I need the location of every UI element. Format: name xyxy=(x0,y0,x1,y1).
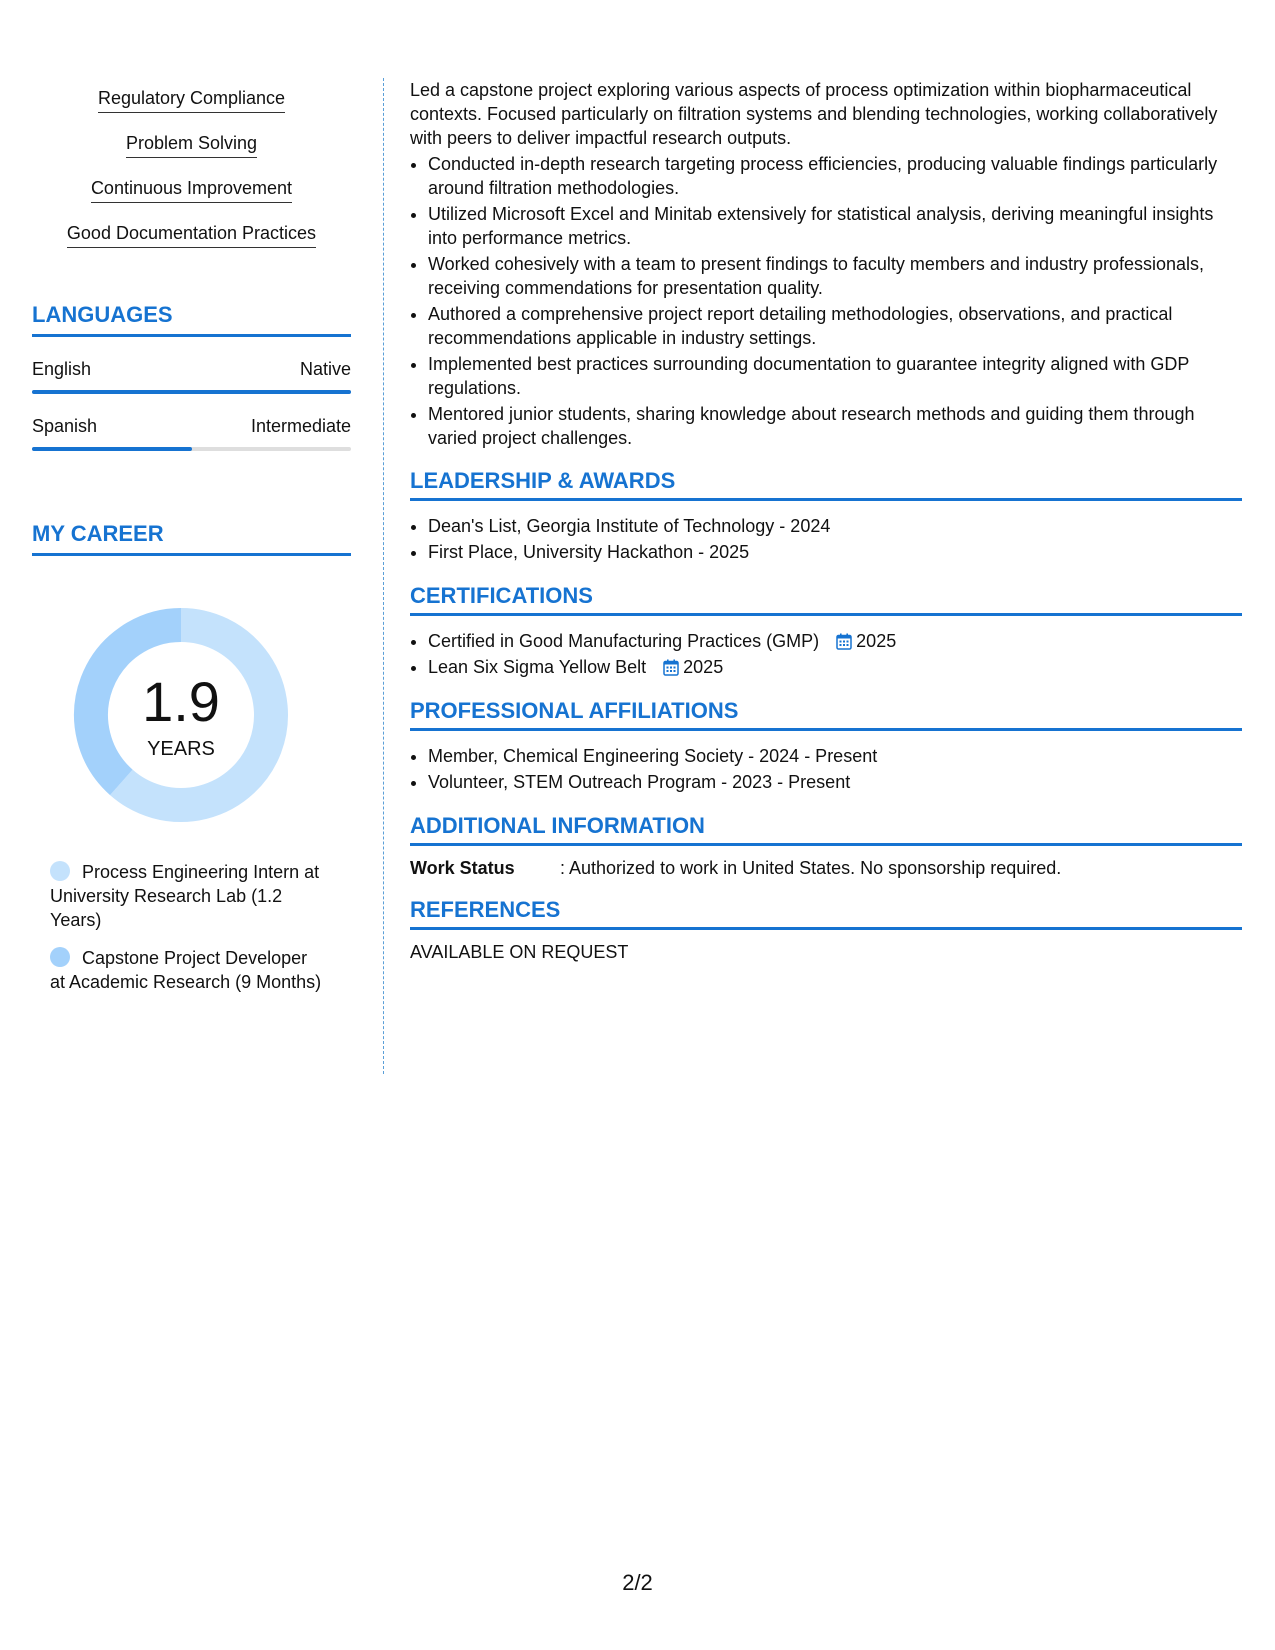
language-bar-fill xyxy=(32,390,351,394)
career-legend-item: Process Engineering Intern at University Research Lab (1.2 Years) xyxy=(50,862,320,930)
legend-dot xyxy=(50,947,70,967)
experience-bullet: • Implemented best practices surrounding documentation to guarantee integrity aligned with GDP regulations. xyxy=(428,352,1242,400)
language-entry xyxy=(32,416,351,451)
career-section xyxy=(32,521,351,994)
certifications-list xyxy=(410,628,1242,680)
experience-bullets xyxy=(410,152,1242,450)
references-text: AVAILABLE ON REQUEST xyxy=(410,942,629,962)
language-name: English xyxy=(32,359,92,379)
additional-title: ADDITIONAL INFORMATION xyxy=(410,813,1242,846)
left-column xyxy=(32,78,351,1008)
calendar-icon xyxy=(836,633,852,650)
experience-bullet: • Authored a comprehensive project report detailing methodologies, observations, and practical recommendations applicable in industry settings. xyxy=(428,302,1242,350)
experience-intro: Led a capstone project exploring various aspects of process optimization within biopharmaceutical contexts. Focused particularly on filtration systems and blending technologies, working collaboratively with peers to deliver impactful research outputs. xyxy=(410,80,1218,148)
career-legend xyxy=(50,860,325,994)
career-title: MY CAREER xyxy=(32,521,351,556)
experience-bullet: • Mentored junior students, sharing knowledge about research methods and guiding them through varied project challenges. xyxy=(428,402,1242,450)
career-donut-chart xyxy=(66,600,296,830)
experience-bullet: • Worked cohesively with a team to present findings to faculty members and industry professionals, receiving commendations for presentation quality. xyxy=(428,252,1242,300)
affiliations-title: PROFESSIONAL AFFILIATIONS xyxy=(410,698,1242,731)
career-total-years: 1.9 xyxy=(142,670,220,733)
skill-item: Continuous Improvement xyxy=(32,168,351,213)
language-name: Spanish xyxy=(32,416,98,436)
language-bar xyxy=(32,390,351,394)
certifications-title: CERTIFICATIONS xyxy=(410,583,1242,616)
work-status-label: Work Status xyxy=(410,858,515,878)
leadership-title: LEADERSHIP & AWARDS xyxy=(410,468,1242,501)
career-legend-item: Capstone Project Developer at Academic Research (9 Months) xyxy=(50,948,322,992)
certification-item: • Lean Six Sigma Yellow Belt 2025 xyxy=(428,654,1242,680)
column-divider xyxy=(383,78,384,1074)
leadership-item: • Dean's List, Georgia Institute of Technology - 2024 xyxy=(428,513,1242,539)
work-status-row xyxy=(410,858,1242,879)
languages-title: LANGUAGES xyxy=(32,302,351,337)
skill-item: Problem Solving xyxy=(32,123,351,168)
language-bar-fill xyxy=(32,447,192,451)
affiliations-list xyxy=(410,743,1242,795)
affiliation-item: • Volunteer, STEM Outreach Program - 2023 - Present xyxy=(428,769,1242,795)
page-number: 2/2 xyxy=(622,1570,653,1595)
languages-section xyxy=(32,302,351,451)
language-bar xyxy=(32,447,351,451)
skill-item: Regulatory Compliance xyxy=(32,78,351,123)
calendar-icon xyxy=(663,659,679,676)
affiliation-item: • Member, Chemical Engineering Society - 2024 - Present xyxy=(428,743,1242,769)
legend-dot xyxy=(50,861,70,881)
leadership-item: • First Place, University Hackathon - 2025 xyxy=(428,539,1242,565)
career-years-label: YEARS xyxy=(147,738,215,760)
references-title: REFERENCES xyxy=(410,897,1242,930)
skills-list xyxy=(32,78,351,258)
work-status-value: : Authorized to work in United States. No sponsorship required. xyxy=(560,858,1062,878)
leadership-list xyxy=(410,513,1242,565)
experience-bullet: • Conducted in-depth research targeting process efficiencies, producing valuable findings particularly around filtration methodologies. xyxy=(428,152,1242,200)
certification-item: • Certified in Good Manufacturing Practices (GMP) 2025 xyxy=(428,628,1242,654)
language-level: Native xyxy=(299,359,351,379)
skill-item: Good Documentation Practices xyxy=(32,213,351,258)
language-level: Intermediate xyxy=(250,416,351,436)
right-column xyxy=(410,78,1242,963)
experience-bullet: • Utilized Microsoft Excel and Minitab extensively for statistical analysis, deriving meaningful insights into performance metrics. xyxy=(428,202,1242,250)
language-entry xyxy=(32,359,351,394)
